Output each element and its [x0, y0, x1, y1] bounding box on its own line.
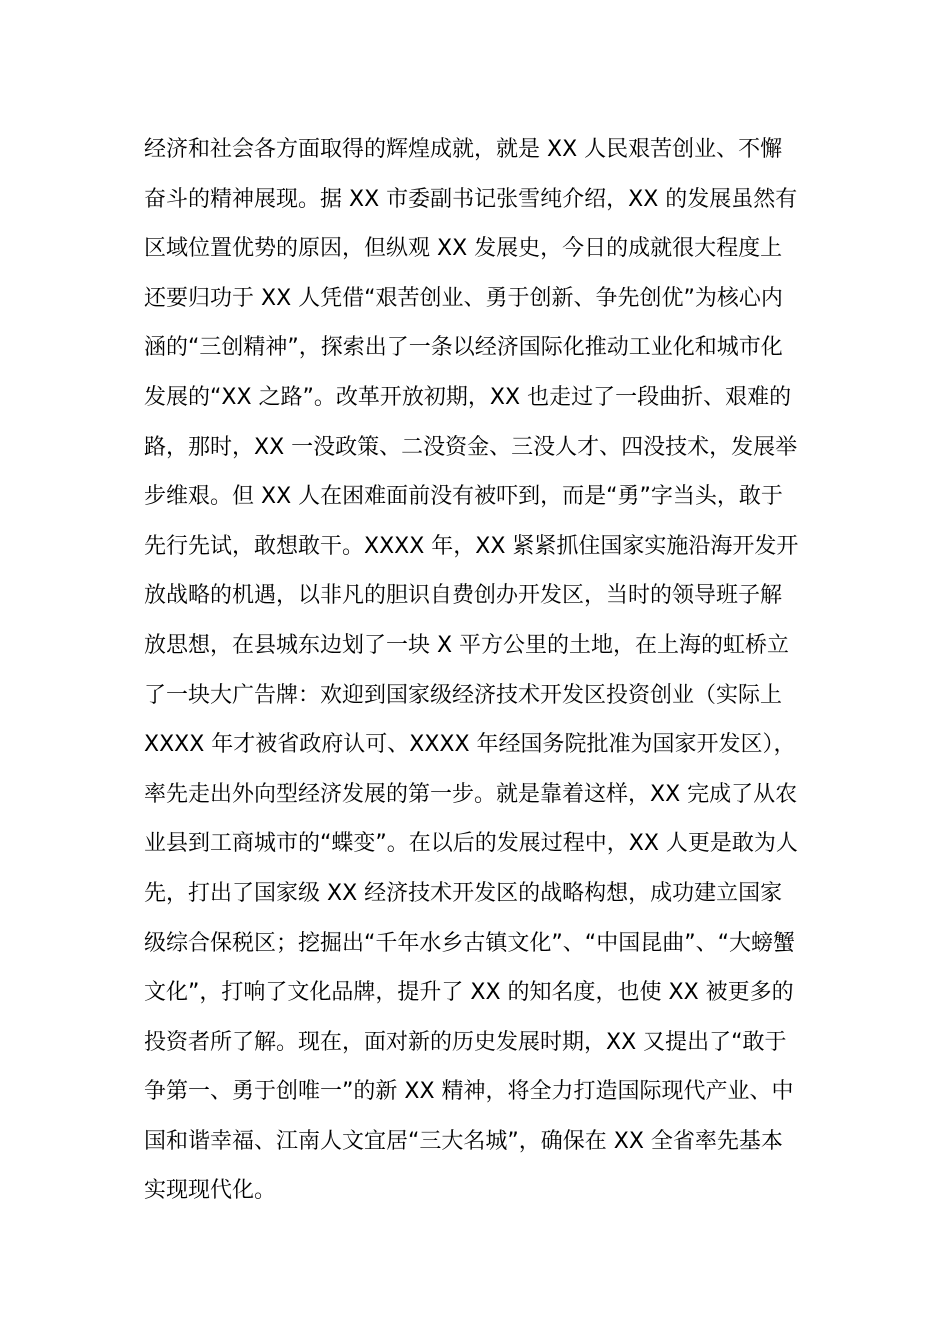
text-line: 经济和社会各方面取得的辉煌成就，就是 XX 人民艰苦创业、不懈: [144, 137, 783, 162]
text-line: 步维艰。但 XX 人在困难面前没有被吓到，而是“勇”字当头，敢于: [144, 484, 783, 510]
text-line: 级综合保税区；挖掘出“千年水乡古镇文化”、“中国昆曲”、“大螃蟹: [144, 930, 795, 956]
text-line: 投资者所了解。现在，面对新的历史发展时期，XX 又提出了“敢于: [144, 1029, 787, 1055]
text-line: 先，打出了国家级 XX 经济技术开发区的战略构想，成功建立国家: [144, 880, 783, 906]
text-line: 国和谐幸福、江南人文宜居“三大名城”，确保在 XX 全省率先基本: [144, 1128, 783, 1154]
body-paragraph: [144, 125, 824, 1216]
text-line: 还要归功于 XX 人凭借“艰苦创业、勇于创新、争先创优”为核心内: [144, 285, 783, 311]
text-line: 先行先试，敢想敢干。XXXX 年，XX 紧紧抓住国家实施沿海开发开: [144, 533, 799, 559]
text-line: 发展的“XX 之路”。改革开放初期，XX 也走过了一段曲折、艰难的: [144, 384, 792, 410]
text-line: 争第一、勇于创唯一”的新 XX 精神，将全力打造国际现代产业、中: [144, 1079, 794, 1105]
text-line: 率先走出外向型经济发展的第一步。就是靠着这样，XX 完成了从农: [144, 781, 798, 807]
text-line: 了一块大广告牌：欢迎到国家级经济技术开发区投资创业（实际上: [144, 682, 783, 708]
text-line: 文化”，打响了文化品牌，提升了 XX 的知名度，也使 XX 被更多的: [144, 980, 794, 1006]
text-line: 区域位置优势的原因，但纵观 XX 发展史，今日的成就很大程度上: [144, 236, 783, 262]
text-line: 放战略的机遇，以非凡的胆识自费创办开发区，当时的领导班子解: [144, 583, 783, 609]
text-line: XXXX 年才被省政府认可、XXXX 年经国务院批准为国家开发区），: [144, 732, 796, 758]
text-line: 奋斗的精神展现。据 XX 市委副书记张雪纯介绍，XX 的发展虽然有: [144, 186, 798, 212]
text-line: 业县到工商城市的“蝶变”。在以后的发展过程中，XX 人更是敢为人: [144, 831, 798, 857]
text-line: 实现现代化。: [144, 1178, 277, 1204]
text-line: 放思想，在县城东边划了一块 X 平方公里的土地，在上海的虹桥立: [144, 632, 790, 658]
text-line: 涵的“三创精神”，探索出了一条以经济国际化推动工业化和城市化: [144, 335, 783, 361]
text-line: 路，那时，XX 一没政策、二没资金、三没人才、四没技术，发展举: [144, 434, 798, 460]
